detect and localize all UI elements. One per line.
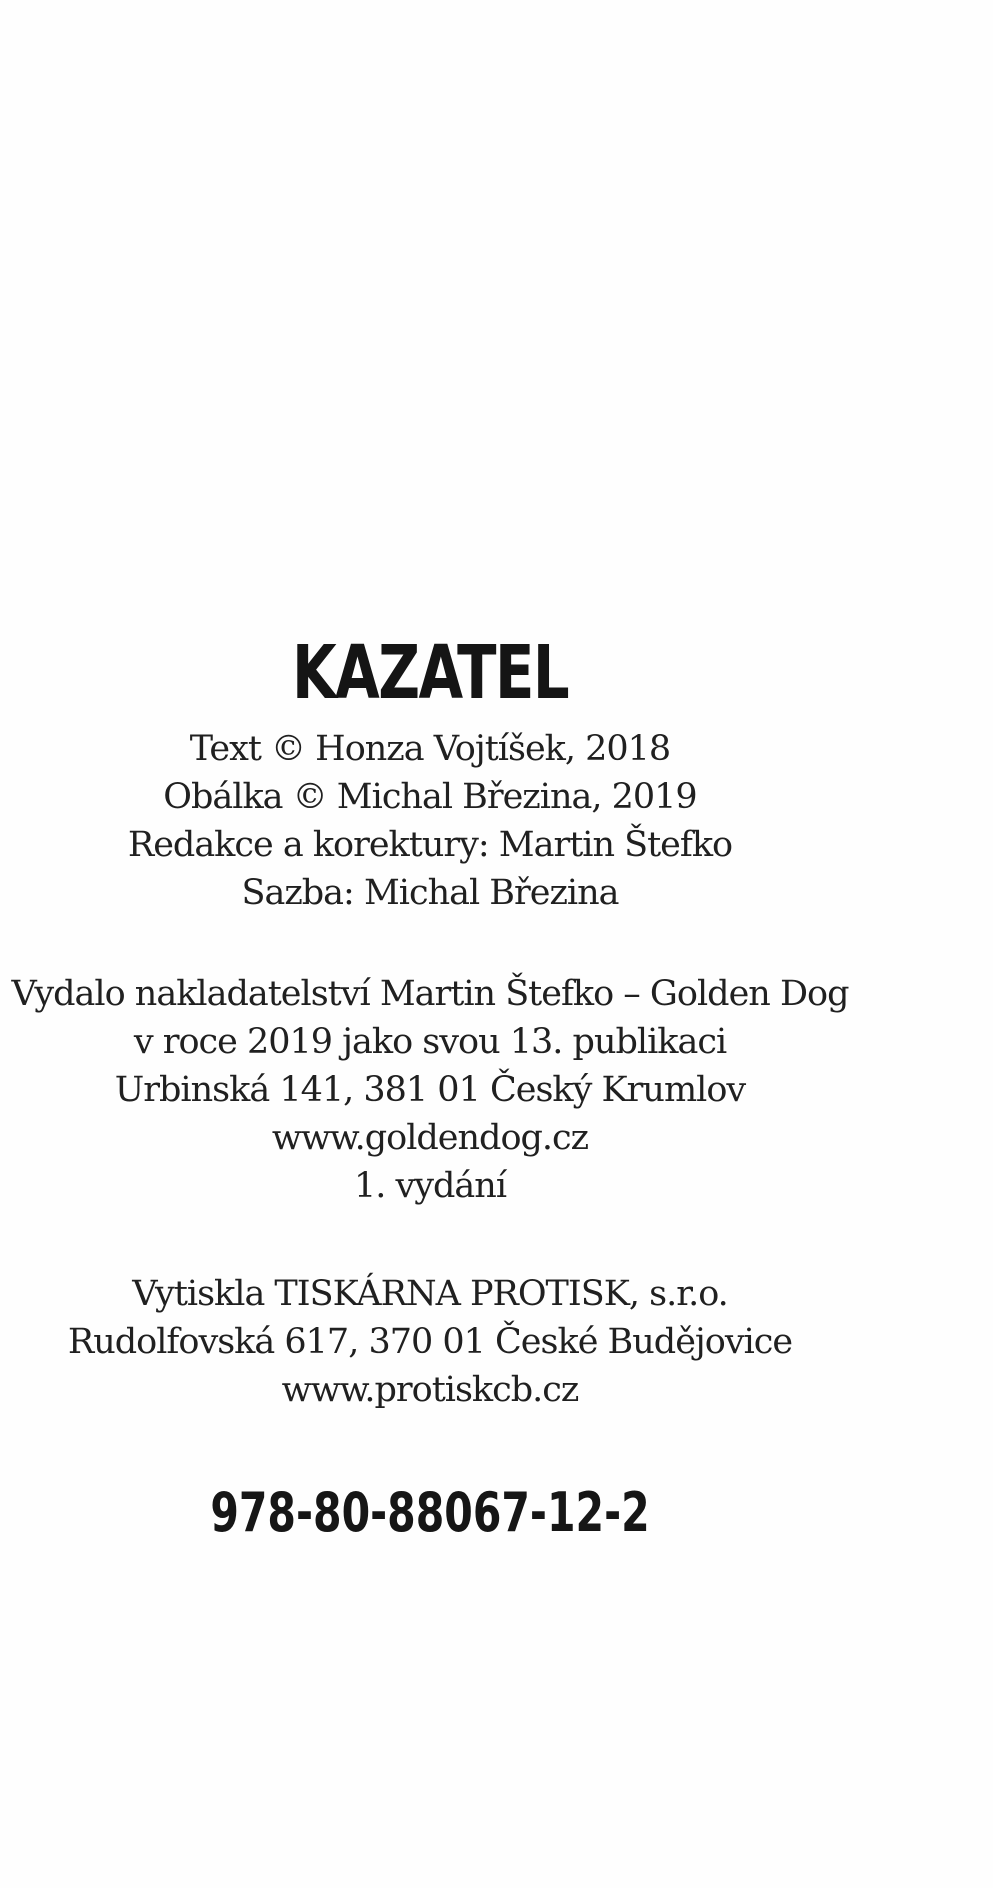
editing-credit: Redakce a korektury: Martin Štefko [127, 825, 733, 865]
printer-website: www.protiskcb.cz [281, 1370, 579, 1410]
book-title: KAZATEL [291, 630, 569, 716]
isbn-number: 978-80-88067-12-2 [210, 1481, 650, 1544]
printer-address: Rudolfovská 617, 370 01 České Budějovice [67, 1322, 793, 1362]
typesetting-credit: Sazba: Michal Březina [241, 873, 619, 913]
publisher-block [0, 970, 860, 1210]
printer-block [0, 1270, 860, 1414]
publisher-website: www.goldendog.cz [271, 1118, 589, 1158]
edition-number: 1. vydání [353, 1166, 507, 1206]
cover-copyright: Obálka © Michal Březina, 2019 [163, 777, 697, 817]
credits-block [0, 725, 860, 917]
publisher-address: Urbinská 141, 381 01 Český Krumlov [114, 1070, 746, 1110]
publication-year-line: v roce 2019 jako svou 13. publikaci [133, 1022, 727, 1062]
text-copyright: Text © Honza Vojtíšek, 2018 [189, 729, 671, 769]
publisher-line: Vydalo nakladatelství Martin Štefko – Golden Dog [11, 974, 849, 1014]
printer-name: Vytiskla TISKÁRNA PROTISK, s.r.o. [132, 1274, 728, 1314]
